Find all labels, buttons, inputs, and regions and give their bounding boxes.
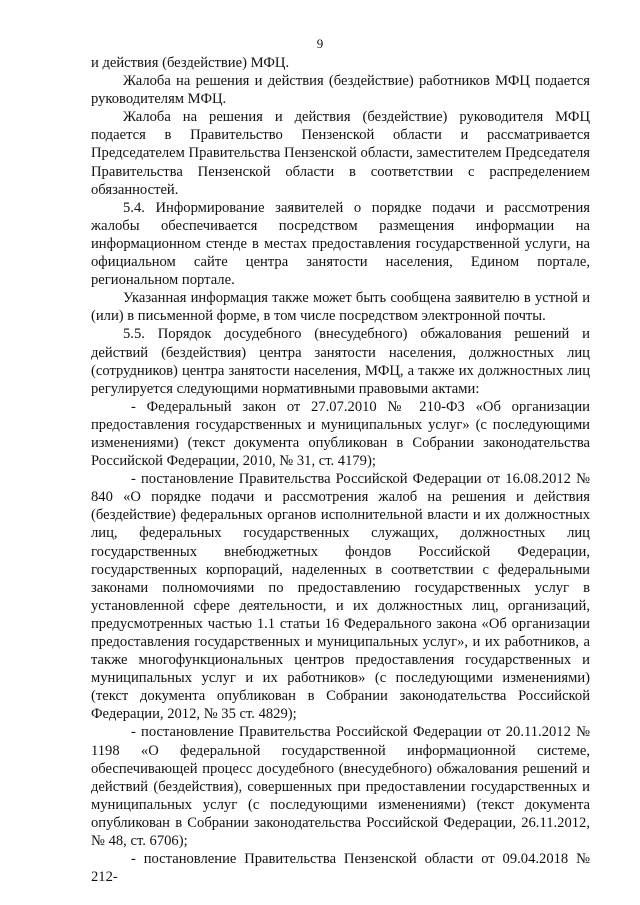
paragraph-complaint-head: Жалоба на решения и действия (бездействие) руководителя МФЦ подается в Правительство Пензенской области и рассматривается Председателем Правительства Пензенской области, заместителем Председателя Правительства Пензенской области в соответствии с распределением обязанностей. <box>91 109 590 198</box>
list-item-federal-law-210: - Федеральный закон от 27.07.2010 № 210-ФЗ «Об организации предоставления государственных и муниципальных услуг» (с последующими изменениями) (текст документа опубликован в Собрании законодательства Российской Федерации, 2010, № 31, ст. 4179); <box>91 398 590 470</box>
paragraph-5-5-procedure: 5.5. Порядок досудебного (внесудебного) обжалования решений и действий (бездействия) центра занятости населения, должностных лиц (сотрудников) центра занятости населения, МФЦ, а также их должностных лиц регулируется следующими нормативными правовыми актами: <box>91 326 590 397</box>
list-item-resolution-840: - постановление Правительства Российской Федерации от 16.08.2012 № 840 «О порядке подачи и рассмотрения жалоб на решения и действия (бездействие) федеральных органов исполнительной власти и их должностных лиц, федеральных государственных служащих, должностных лиц государственных внебюджетных фондов Российской Федерации, государственных корпораций, наделенных в соответствии с федеральными законами полномочиями по предоставлению государственных услуг в установленной сфере деятельности, и их должностных лиц, организаций, предусмотренных частью 1.1 статьи 16 Федерального закона «Об организации предоставления государственных и муниципальных услуг», и их работников, а также многофункциональных центров предоставления государственных и муниципальных услуг и их работников» (с последующими изменениями) (текст документа опубликован в Собрании законодательства Российской Федерации, 2012, № 35 ст. 4829); <box>91 471 590 723</box>
list-item-penza-resolution-212: - постановление Правительства Пензенской области от 09.04.2018 № 212- <box>91 851 590 886</box>
paragraph-complaint-workers: Жалоба на решения и действия (бездействие) работников МФЦ подается руководителям МФЦ. <box>91 73 590 108</box>
document-body <box>91 54 590 886</box>
paragraph-5-4-informing: 5.4. Информирование заявителей о порядке подачи и рассмотрения жалобы обеспечивается посредством размещения информации на информационном стенде в местах предоставления государственной услуги, на официальном сайте центра занятости населения, Едином портале, региональном портале. <box>91 199 590 289</box>
paragraph-info-communication: Указанная информация также может быть сообщена заявителю в устной и (или) в письменной форме, в том числе посредством электронной почты. <box>91 290 590 325</box>
page-number: 9 <box>316 36 324 51</box>
paragraph-continuation: и действия (бездействие) МФЦ. <box>91 55 290 71</box>
list-item-resolution-1198: - постановление Правительства Российской Федерации от 20.11.2012 № 1198 «О федеральной государственной информационной системе, обеспечивающей процесс досудебного (внесудебного) обжалования решений и действий (бездействия), совершенных при предоставлении государственных и муниципальных услуг (с последующими изменениями) (текст документа опубликован в Собрании законодательства Российской Федерации, 26.11.2012, № 48, ст. 6706); <box>91 724 590 850</box>
